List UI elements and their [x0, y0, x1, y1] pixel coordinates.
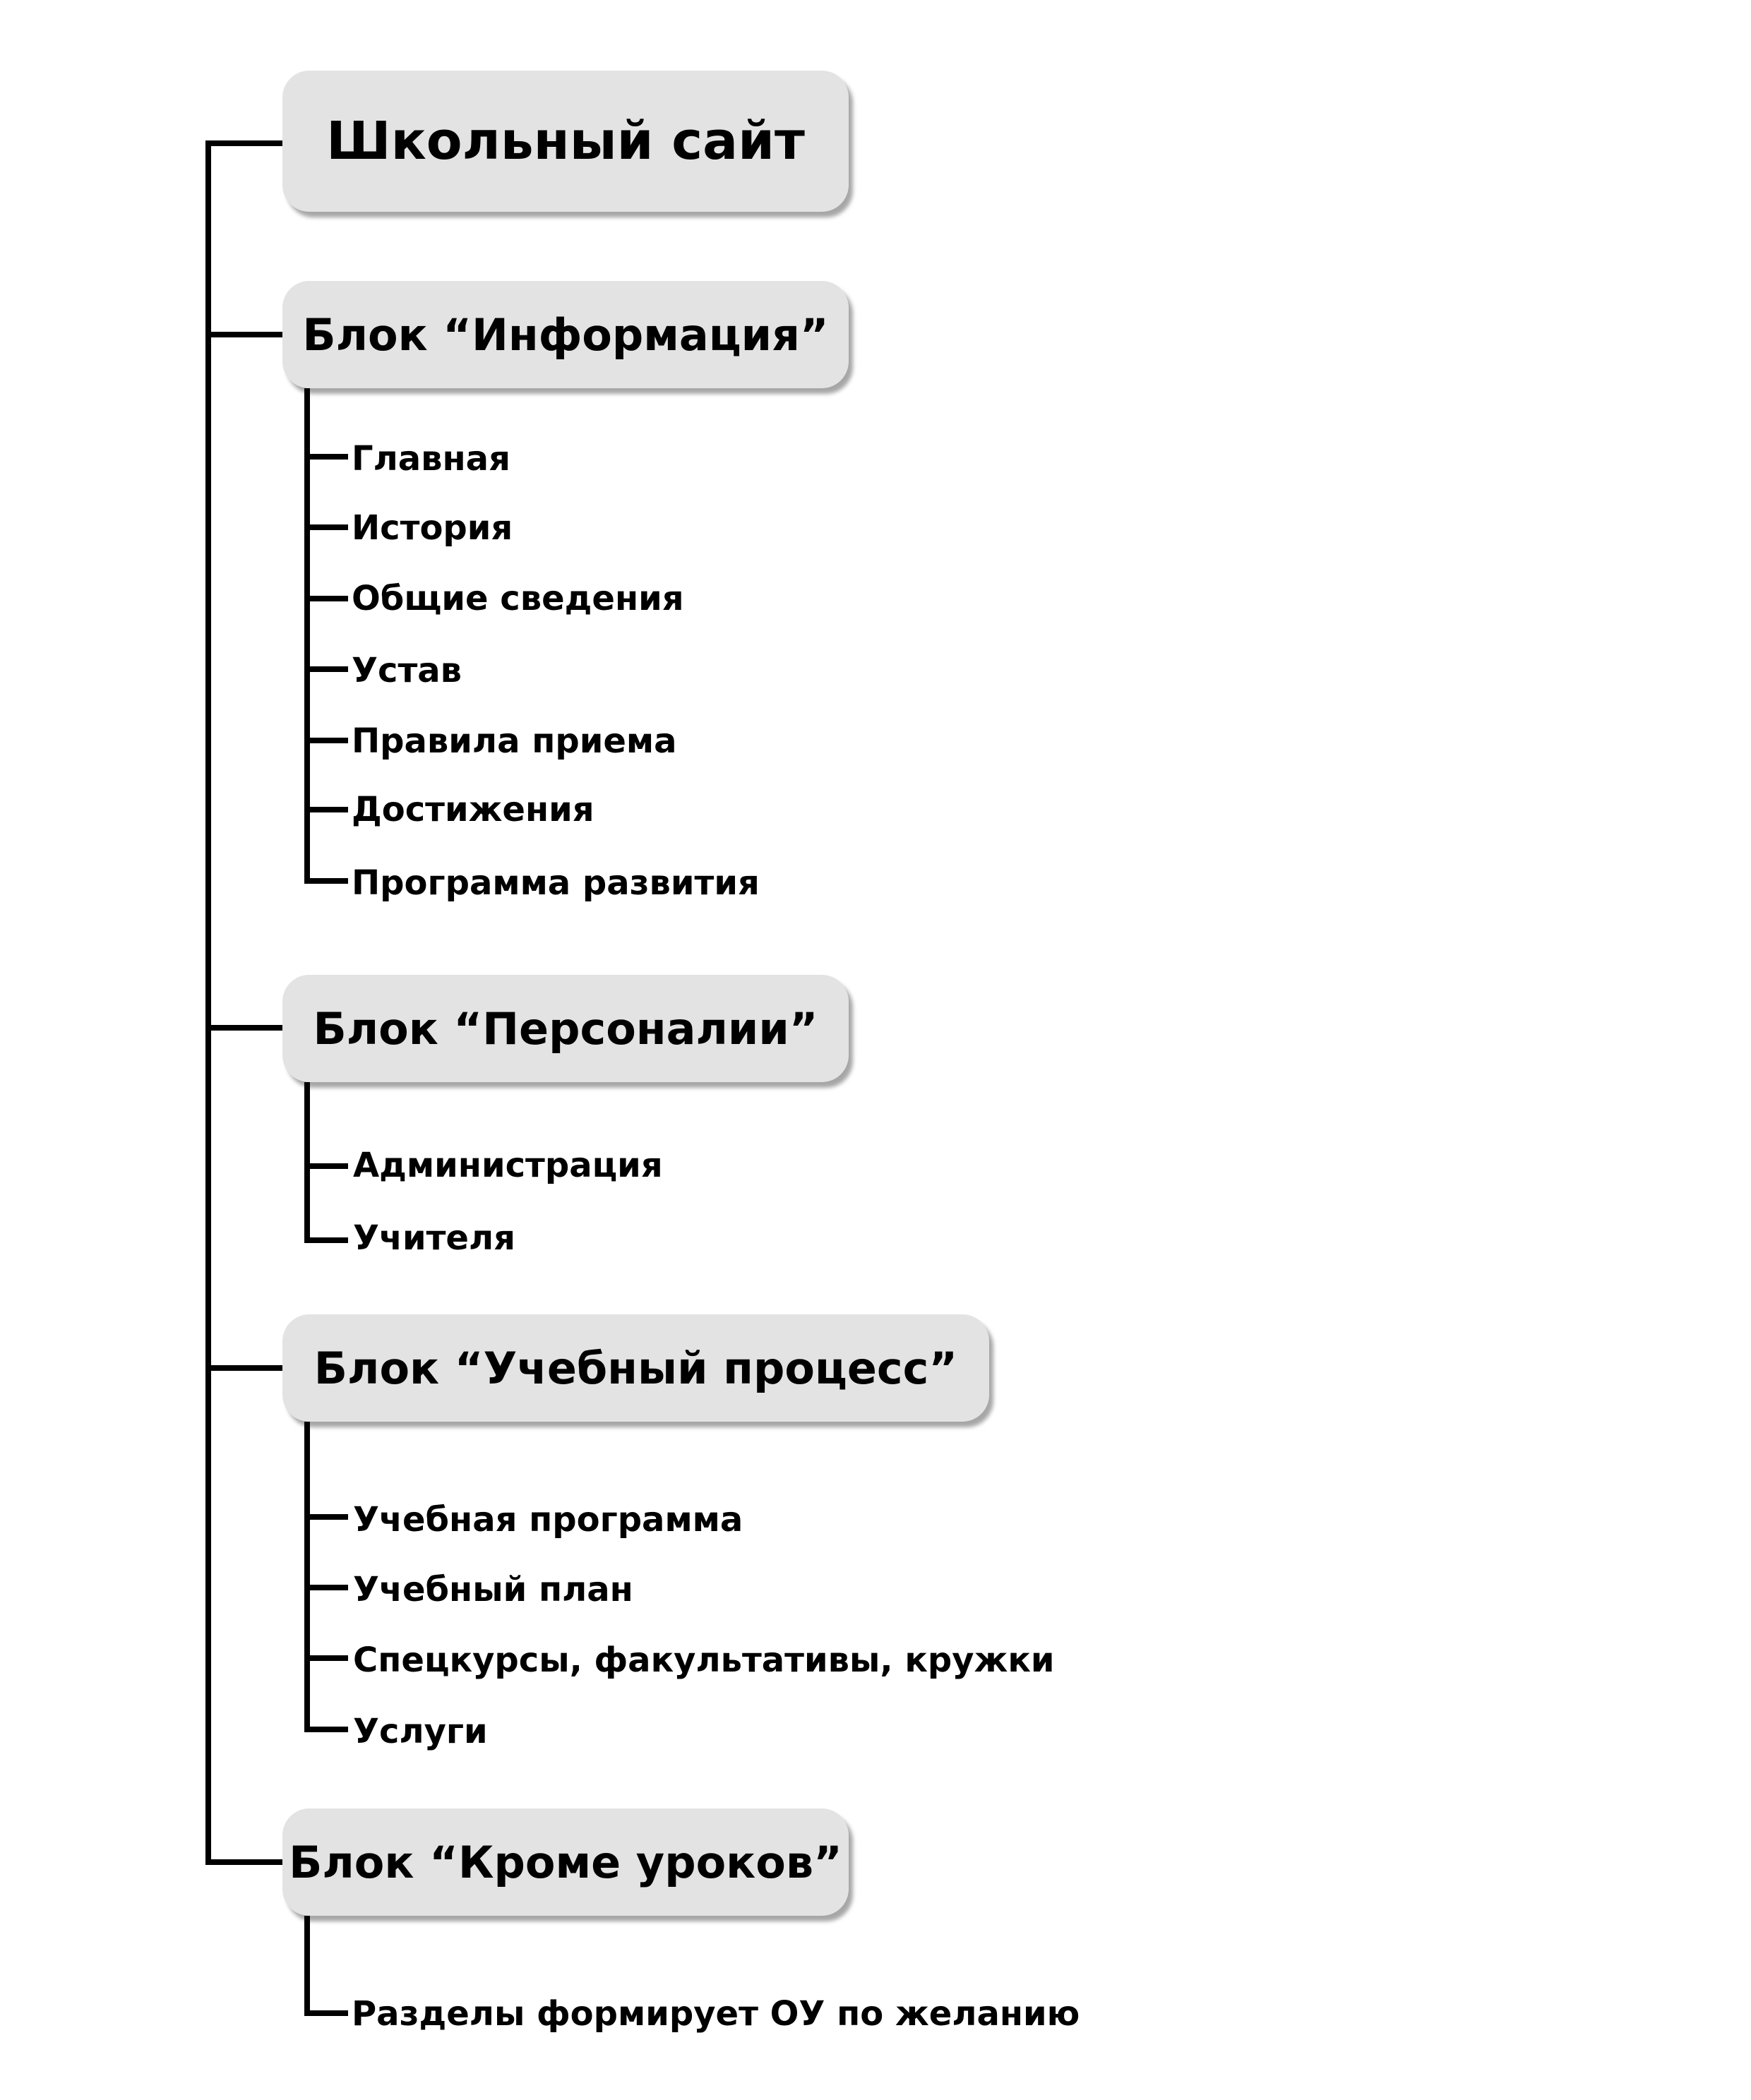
block-informaciya-connector [205, 332, 282, 337]
list-item: Устав [352, 651, 462, 690]
tick [304, 524, 348, 530]
tick [304, 807, 348, 812]
block-krome-urokov-connector [205, 1859, 282, 1865]
list-item: Правила приема [352, 721, 677, 761]
block-personalii [282, 975, 849, 1082]
block-uchebnyy-process [282, 1314, 989, 1422]
list-item: Учебный план [353, 1570, 633, 1609]
tick [304, 1514, 348, 1520]
block-uchebnyy-process-connector [205, 1365, 282, 1371]
list-item: Программа развития [352, 863, 760, 903]
block-personalii-connector [205, 1025, 282, 1031]
block-uchebnyy-process-branch [304, 1422, 310, 1732]
main-trunk-line [205, 140, 211, 1865]
tick [304, 1655, 348, 1661]
tick [304, 596, 348, 601]
block-informaciya [282, 281, 849, 388]
list-item: История [352, 508, 513, 548]
block-personalii-label: Блок “Персоналии” [313, 1002, 818, 1055]
block-krome-urokov-label: Блок “Кроме уроков” [289, 1836, 842, 1888]
block-uchebnyy-process-label: Блок “Учебный процесс” [313, 1342, 958, 1394]
root-label: Школьный сайт [326, 111, 805, 172]
root-connector [205, 140, 282, 146]
tick [304, 1585, 348, 1590]
block-krome-urokov-branch [304, 1916, 310, 2016]
tick [304, 1163, 348, 1169]
tick [304, 1727, 348, 1732]
block-personalii-branch [304, 1082, 310, 1243]
list-item: Достижения [352, 790, 594, 829]
list-item: Главная [352, 439, 510, 479]
tick [304, 454, 348, 460]
tick [304, 1237, 348, 1243]
list-item: Учебная программа [353, 1500, 743, 1540]
block-informaciya-label: Блок “Информация” [302, 308, 829, 361]
list-item: Спецкурсы, факультативы, кружки [353, 1640, 1055, 1680]
tick [304, 878, 348, 884]
list-item: Услуги [353, 1712, 488, 1751]
list-item: Общие сведения [352, 579, 684, 618]
tick [304, 738, 348, 743]
block-krome-urokov [282, 1808, 849, 1916]
root-node [282, 71, 849, 212]
tick [304, 2010, 348, 2016]
list-item: Разделы формирует ОУ по желанию [352, 1994, 1080, 2034]
list-item: Учителя [353, 1218, 515, 1258]
list-item: Администрация [353, 1146, 663, 1185]
tick [304, 666, 348, 672]
